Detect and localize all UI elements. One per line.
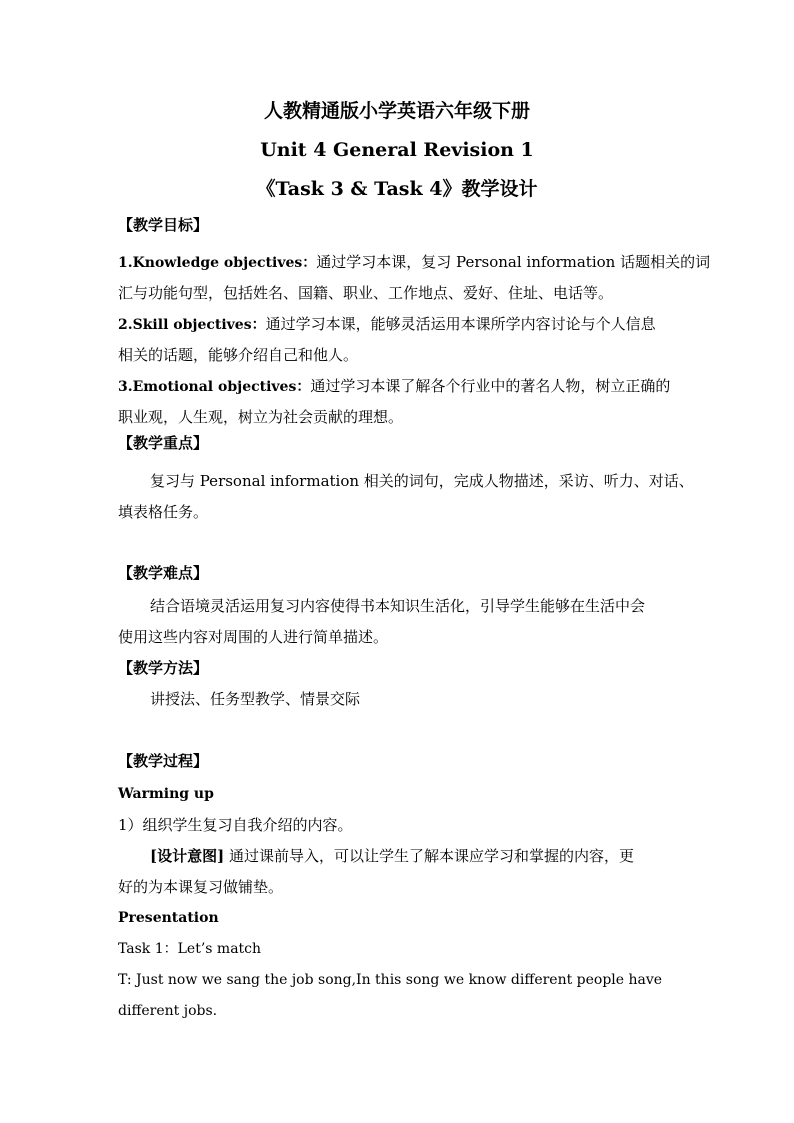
difficulties-line1: 结合语境灵活运用复习内容使得书本知识生活化，引导学生能够在生活中会 xyxy=(150,597,646,615)
doc-task-title: 《Task 3 & Task 4》教学设计 xyxy=(256,178,538,200)
emotional-objectives-label: 3.Emotional objectives： xyxy=(118,379,311,395)
design-intent-label: [设计意图] xyxy=(150,847,225,865)
skill-objectives-line1 xyxy=(118,317,656,332)
presentation-heading: Presentation xyxy=(118,910,219,926)
knowledge-objectives-label: 1.Knowledge objectives： xyxy=(118,255,317,271)
process-step-1: 1）组织学生复习自我介绍的内容。 xyxy=(118,816,353,834)
emotional-objectives-line1 xyxy=(118,379,670,394)
key-points-line2: 填表格任务。 xyxy=(118,503,209,521)
teacher-line-2: different jobs. xyxy=(118,1003,218,1019)
task-1-heading: Task 1：Let’s match xyxy=(118,941,262,957)
emotional-objectives-line2: 职业观，人生观，树立为社会贡献的理想。 xyxy=(118,408,404,426)
teacher-line-1: T: Just now we sang the job song,In this song we know different people have xyxy=(118,972,663,988)
methods-text: 讲授法、任务型教学、情景交际 xyxy=(150,690,361,708)
knowledge-objectives-line2: 汇与功能句型，包括姓名、国籍、职业、工作地点、爱好、住址、电话等。 xyxy=(118,284,614,302)
knowledge-objectives-text: 通过学习本课，复习 Personal information 话题相关的词 xyxy=(316,253,711,271)
skill-objectives-line2: 相关的话题，能够介绍自己和他人。 xyxy=(118,346,359,364)
key-points-heading: 【教学重点】 xyxy=(118,434,209,452)
warming-up-heading: Warming up xyxy=(118,786,214,802)
doc-title: 人教精通版小学英语六年级下册 xyxy=(263,100,530,122)
design-intent-text: 通过课前导入，可以让学生了解本课应学习和掌握的内容，更 xyxy=(224,847,634,865)
key-points-line1: 复习与 Personal information 相关的词句，完成人物描述，采访、听力、对话、 xyxy=(150,472,694,490)
skill-objectives-text: 通过学习本课，能够灵活运用本课所学内容讨论与个人信息 xyxy=(265,315,656,333)
emotional-objectives-text: 通过学习本课了解各个行业中的著名人物，树立正确的 xyxy=(310,377,671,395)
design-intent-line1 xyxy=(150,849,634,864)
methods-heading: 【教学方法】 xyxy=(118,659,209,677)
difficulties-heading: 【教学难点】 xyxy=(118,564,209,582)
doc-unit-title: Unit 4 General Revision 1 xyxy=(260,139,534,161)
design-intent-line2: 好的为本课复习做铺垫。 xyxy=(118,878,284,896)
process-heading: 【教学过程】 xyxy=(118,752,209,770)
objectives-heading: 【教学目标】 xyxy=(118,216,209,234)
knowledge-objectives-line1 xyxy=(118,255,710,270)
difficulties-line2: 使用这些内容对周围的人进行简单描述。 xyxy=(118,628,389,646)
skill-objectives-label: 2.Skill objectives： xyxy=(118,317,266,333)
